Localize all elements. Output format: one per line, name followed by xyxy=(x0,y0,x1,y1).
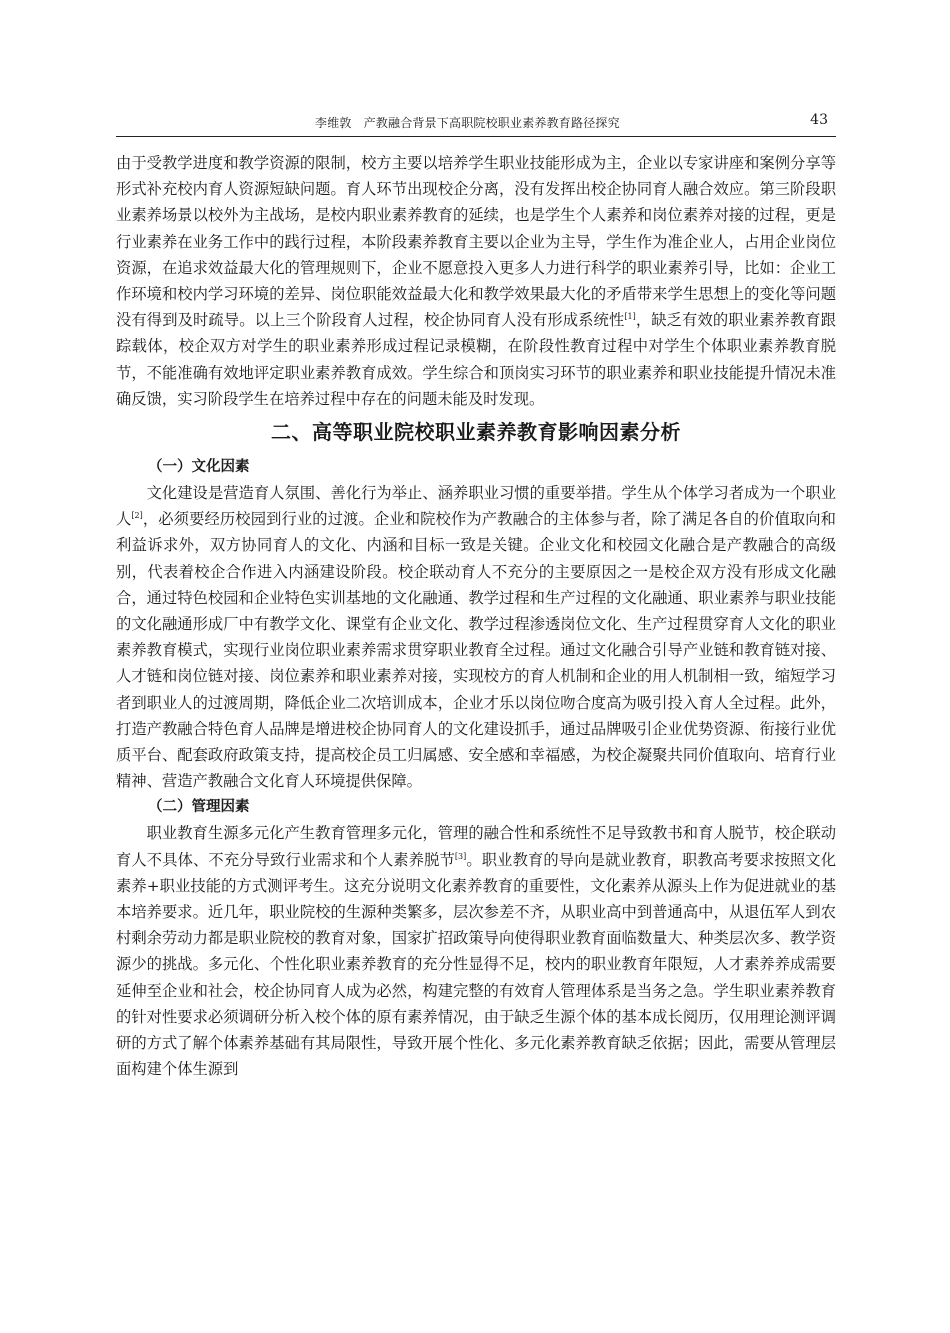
citation-ref[interactable]: [3] xyxy=(454,851,467,861)
section-heading: 二、高等职业院校职业素养教育影响因素分析 xyxy=(271,420,681,445)
paragraph-text: 文化建设是营造育人氛围、善化行为举止、涵养职业习惯的重要举措。学生从个体学习者成为一个职业人 xyxy=(116,484,836,529)
paragraph-text: 。职业教育的导向是就业教育，职教高考要求按照文化素养+职业技能的方式测评考生。这充分说明文化素养教育的重要性，文化素养从源头上作为促进就业的基本培养要求。近几年，职业院校的生源种类繁多，层次参差不齐，从职业高中到普通高中，从退伍军人到农村剩余劳动力都是职业院校的教育对象，国家扩招政策导向使得职业教育面临数量大、种类层次多、教学资源少的挑战。多元化、个性化职业素养教育的充分性显得不足，校内的职业教育年限短，人才素养养成需要延伸至企业和社会，校企协同育人成为必然，构建完整的有效育人管理体系是当务之急。学生职业素养教育的针对性要求必须调研分析入校个体的原有素养情况，由于缺乏生源个体的基本成长阅历，仅用理论测评调研的方式了解个体素养基础有其局限性，导致开展个性化、多元化素养教育缺乏依据；因此，需要从管理层面构建个体生源到 xyxy=(116,850,836,1079)
paragraph-text: 职业教育生源多元化产生教育管理多元化，管理的融合性和系统性不足导致教书和育人脱节，校企联动育人不具体、不充分导致行业需求和个人素养脱节 xyxy=(116,824,836,869)
paragraph-text: 由于受教学进度和教学资源的限制，校方主要以培养学生职业技能形成为主，企业以专家讲座和案例分享等形式补充校内育人资源短缺问题。育人环节出现校企分离，没有发挥出校企协同育人融合效应。第三阶段职业素养场景以校外为主战场，是校内职业素养教育的延续，也是学生个人素养和岗位素养对接的过程，更是行业素养在业务工作中的践行过程，本阶段素养教育主要以企业为主导，学生作为准企业人，占用企业岗位资源，在追求效益最大化的管理规则下，企业不愿意投入更多人力进行科学的职业素养引导，比如：企业工作环境和校内学习环境的差异、岗位职能效益最大化和教学效果最大化的矛盾带来学生思想上的变化等问题没有得到及时疏导。以上三个阶段育人过程，校企协同育人没有形成系统性 xyxy=(116,154,836,330)
subsection-heading-management: （二）管理因素 xyxy=(148,799,250,816)
paragraph-text: ，缺乏有效的职业素养教育跟踪载体，校企双方对学生的职业素养形成过程记录模糊，在阶段性教育过程中对学生个体职业素养教育脱节，不能准确有效地评定职业素养教育成效。学生综合和顶岗实习环节的职业素养和职业技能提升情况未准确反馈，实习阶段学生在培养过程中存在的问题未能及时发现。 xyxy=(116,311,836,408)
paragraph-text: ，必须要经历校园到行业的过渡。企业和院校作为产教融合的主体参与者，除了满足各自的价值取向和利益诉求外，双方协同育人的文化、内涵和目标一致是关键。企业文化和校园文化融合是产教融合的高级别，代表着校企合作进入内涵建设阶段。校企联动育人不充分的主要原因之一是校企双方没有形成文化融合，通过特色校园和企业特色实训基地的文化融通、教学过程和生产过程的文化融通、职业素养与职业技能的文化融通形成厂中有教学文化、课堂有企业文化、教学过程渗透岗位文化、生产过程贯穿育人文化的职业素养教育模式，实现行业岗位职业素养需求贯穿职业教育全过程。通过文化融合引导产业链和教育链对接、人才链和岗位链对接、岗位素养和职业素养对接，实现校方的育人机制和企业的用人机制相一致，缩短学习者到职业人的过渡周期，降低企业二次培训成本，企业才乐以岗位吻合度高为吸引投入育人全过程。此外，打造产教融合特色育人品牌是增进校企协同育人的文化建设抓手，通过品牌吸引企业优势资源、衔接行业优质平台、配套政府政策支持，提高校企员工归属感、安全感和幸福感，为校企凝聚共同价值取向、培育行业精神、营造产教融合文化育人环境提供保障。 xyxy=(116,510,836,791)
citation-ref[interactable]: [2] xyxy=(131,511,143,521)
paragraph-culture xyxy=(116,480,836,794)
paragraph-continued xyxy=(116,150,836,412)
article-body xyxy=(116,150,836,1083)
paragraph-management xyxy=(116,820,836,1082)
running-head xyxy=(315,114,620,131)
running-header xyxy=(116,114,836,136)
page-number: 43 xyxy=(810,112,828,128)
header-article-title: 产教融合背景下高职院校职业素养教育路径探究 xyxy=(363,116,620,130)
header-rule xyxy=(116,136,836,137)
header-author: 李维敦 xyxy=(315,116,352,130)
citation-ref[interactable]: [1] xyxy=(624,312,636,322)
subsection-heading-culture: （一）文化因素 xyxy=(148,459,250,476)
